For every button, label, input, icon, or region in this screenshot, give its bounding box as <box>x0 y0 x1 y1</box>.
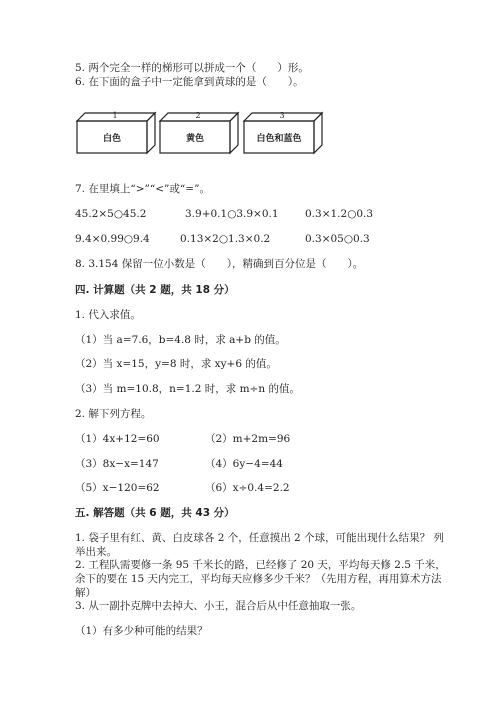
equation-4: （4）6y−4=44 <box>205 458 283 470</box>
box-1-number: 1 <box>112 111 118 120</box>
equation-5: （5）x−120=62 <box>75 482 160 494</box>
section-4-question-1: 1. 代入求值。 <box>75 309 141 321</box>
section-5-q2-line1: 2. 工程队需要修一条 95 千米长的路，已经修了 20 天，平均每天修 2.5 千米， <box>75 559 446 571</box>
box-2-number: 2 <box>195 111 201 120</box>
section-5-q3: 3. 从一副扑克牌中去掉大、小王，混合后从中任意抽取一张。 <box>75 600 362 612</box>
box-2-label: 黄色 <box>185 134 204 144</box>
compare-r1-c3: 0.3×1.2○0.3 <box>305 208 374 220</box>
question-6: 6. 在下面的盒子中一定能拿到黄球的是（ ）。 <box>75 76 304 88</box>
equation-2: （2）m+2m=96 <box>205 433 291 445</box>
section-5-q2-line3: 解） <box>75 587 96 599</box>
section-5-q1-line1: 1. 袋子里有红、黄、白皮球各 2 个，任意摸出 2 个球，可能出现什么结果？ 列 <box>75 532 444 544</box>
compare-r1-c2: 3.9+0.1○3.9×0.1 <box>185 208 279 220</box>
question-5: 5. 两个完全一样的梯形可以拼成一个（ ）形。 <box>75 62 309 74</box>
equation-6: （6）x÷0.4=2.2 <box>205 482 290 494</box>
section-5-q2-line2: 余下的要在 15 天内完工，平均每天应修多少千米？（先用方程，再用算术方法 <box>75 573 442 585</box>
compare-r1-c1: 45.2×5○45.2 <box>75 208 147 220</box>
box-1-label: 白色 <box>102 134 121 144</box>
substitute-item-1: （1）当 a=7.6，b=4.8 时，求 a+b 的值。 <box>75 334 286 346</box>
equation-1: （1）4x+12=60 <box>75 433 160 445</box>
compare-r2-c1: 9.4×0.99○9.4 <box>75 233 150 245</box>
box-3-number: 3 <box>279 111 285 120</box>
substitute-item-3: （3）当 m=10.8，n=1.2 时，求 m÷n 的值。 <box>75 383 300 395</box>
box-2 <box>158 111 240 155</box>
section-4-heading: 四. 计算题（共 2 题，共 18 分） <box>75 284 235 296</box>
compare-r2-c2: 0.13×2○1.3×0.2 <box>180 233 271 245</box>
section-5-q1-line2: 举出来。 <box>75 546 117 558</box>
section-4-question-2: 2. 解下列方程。 <box>75 408 152 420</box>
question-8: 8. 3.154 保留一位小数是（ ），精确到百分位是（ ）。 <box>75 258 364 270</box>
substitute-item-2: （2）当 x=15，y=8 时，求 xy+6 的值。 <box>75 358 277 370</box>
box-3-label: 白色和蓝色 <box>256 134 302 144</box>
question-7: 7. 在里填上“>”“<”或“=”。 <box>75 183 210 195</box>
section-5-heading: 五. 解答题（共 6 题，共 43 分） <box>75 507 235 519</box>
box-1 <box>75 111 157 155</box>
box-3 <box>242 111 324 155</box>
section-5-q3-sub1: （1）有多少种可能的结果？ <box>75 625 208 637</box>
equation-3: （3）8x−x=147 <box>75 458 159 470</box>
compare-r2-c3: 0.3×05○0.3 <box>305 233 370 245</box>
